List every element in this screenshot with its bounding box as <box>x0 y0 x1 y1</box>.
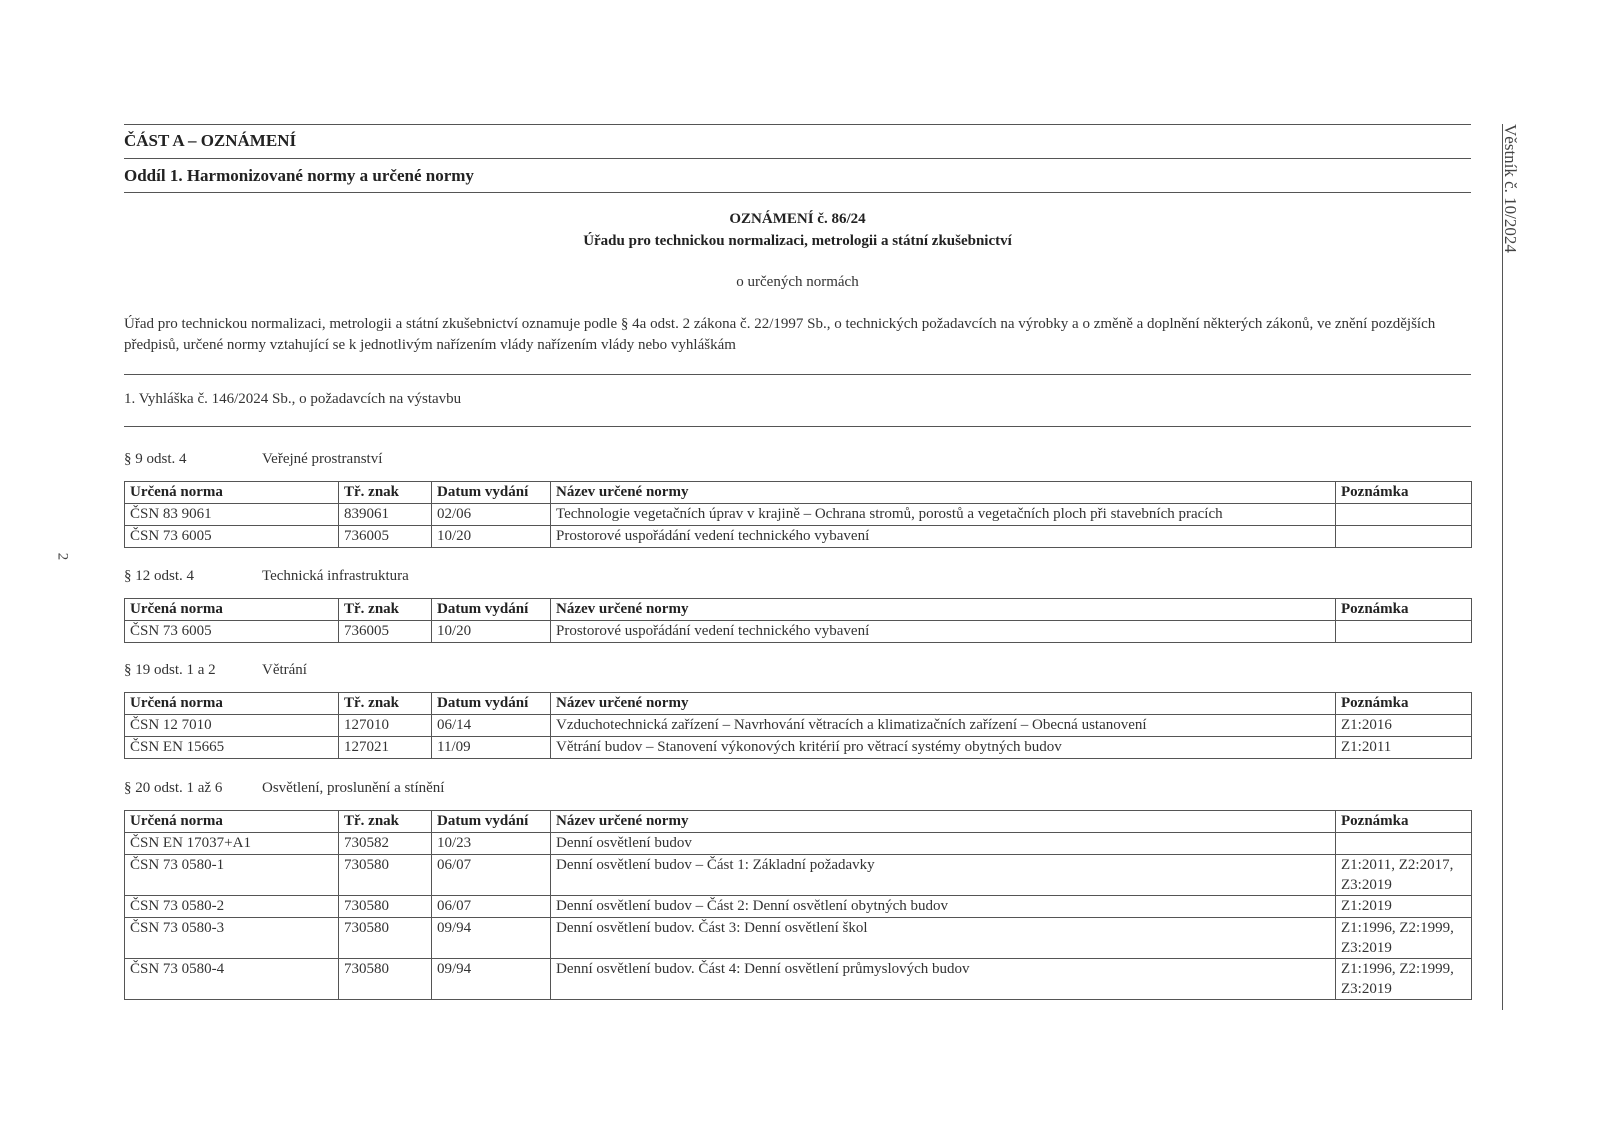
header-class-code: Tř. znak <box>339 482 432 504</box>
cell-title: Prostorové uspořádání vedení technického vybavení <box>551 621 1336 643</box>
table-row <box>125 959 1472 1000</box>
cell-note: Z1:2016 <box>1336 715 1472 737</box>
cell-issue-date: 10/20 <box>432 621 551 643</box>
cell-issue-date: 02/06 <box>432 504 551 526</box>
cell-title: Denní osvětlení budov. Část 4: Denní osvětlení průmyslových budov <box>551 959 1336 1000</box>
header-designated-norm: Určená norma <box>125 811 339 833</box>
cell-norm: ČSN 73 0580-1 <box>125 855 339 896</box>
cell-note: Z1:1996, Z2:1999, Z3:2019 <box>1336 918 1472 959</box>
table-header-row <box>125 693 1472 715</box>
header-norm-title: Název určené normy <box>551 811 1336 833</box>
cell-issue-date: 09/94 <box>432 918 551 959</box>
cell-note: Z1:1996, Z2:1999, Z3:2019 <box>1336 959 1472 1000</box>
header-class-code: Tř. znak <box>339 599 432 621</box>
cell-class-code: 736005 <box>339 526 432 548</box>
cell-title: Denní osvětlení budov – Část 2: Denní osvětlení obytných budov <box>551 896 1336 918</box>
cell-note: Z1:2019 <box>1336 896 1472 918</box>
table-header-row <box>125 482 1472 504</box>
table-row <box>125 504 1472 526</box>
cell-title: Denní osvětlení budov. Část 3: Denní osvětlení škol <box>551 918 1336 959</box>
table-row <box>125 737 1472 759</box>
header-class-code: Tř. znak <box>339 811 432 833</box>
cell-class-code: 730580 <box>339 918 432 959</box>
header-issue-date: Datum vydání <box>432 811 551 833</box>
cell-norm: ČSN 73 0580-4 <box>125 959 339 1000</box>
cell-class-code: 730580 <box>339 959 432 1000</box>
paragraph-name: Osvětlení, proslunění a stínění <box>262 780 445 796</box>
header-norm-title: Název určené normy <box>551 599 1336 621</box>
intro-paragraph: Úřad pro technickou normalizaci, metrologii a státní zkušebnictví oznamuje podle § 4a odst. 2 zákona č. 22/1997 Sb., o technických požadavcích na výrobky a o změně a doplnění některých zákonů, ve znění pozdějších předpisů, určené normy vztahující se k jednotlivým nařízením vlády nařízením vlády nebo vyhláškám <box>124 316 1436 353</box>
cell-note: Z1:2011, Z2:2017, Z3:2019 <box>1336 855 1472 896</box>
page-number: 2 <box>54 552 71 561</box>
norms-table <box>124 598 1472 643</box>
header-designated-norm: Určená norma <box>125 482 339 504</box>
cell-norm: ČSN EN 17037+A1 <box>125 833 339 855</box>
cell-title: Vzduchotechnická zařízení – Navrhování větracích a klimatizačních zařízení – Obecná ustanovení <box>551 715 1336 737</box>
header-note: Poznámka <box>1336 693 1472 715</box>
table-header-row <box>125 599 1472 621</box>
cell-class-code: 736005 <box>339 621 432 643</box>
notice-topic: o určených normách <box>736 274 859 290</box>
paragraph-name: Veřejné prostranství <box>262 451 383 467</box>
cell-note <box>1336 833 1472 855</box>
cell-class-code: 127010 <box>339 715 432 737</box>
top-rule <box>124 124 1471 125</box>
rule-under-part-title <box>124 158 1471 159</box>
cell-class-code: 730582 <box>339 833 432 855</box>
table-row <box>125 855 1472 896</box>
paragraph-ref: § 19 odst. 1 a 2 <box>124 662 216 678</box>
table-row <box>125 918 1472 959</box>
part-title: ČÁST A – OZNÁMENÍ <box>124 131 297 150</box>
header-note: Poznámka <box>1336 599 1472 621</box>
paragraph-name: Větrání <box>262 662 307 678</box>
cell-title: Denní osvětlení budov – Část 1: Základní požadavky <box>551 855 1336 896</box>
side-rule <box>1502 124 1503 1010</box>
table-row <box>125 715 1472 737</box>
cell-title: Technologie vegetačních úprav v krajině – Ochrana stromů, porostů a vegetačních ploch při stavebních pracích <box>551 504 1336 526</box>
cell-note <box>1336 621 1472 643</box>
cell-class-code: 730580 <box>339 855 432 896</box>
notice-number: OZNÁMENÍ č. 86/24 <box>729 211 866 227</box>
cell-issue-date: 09/94 <box>432 959 551 1000</box>
header-designated-norm: Určená norma <box>125 693 339 715</box>
cell-issue-date: 06/07 <box>432 855 551 896</box>
paragraph-ref: § 12 odst. 4 <box>124 568 195 584</box>
table-row <box>125 896 1472 918</box>
paragraph-name: Technická infrastruktura <box>262 568 409 584</box>
cell-norm: ČSN 73 0580-2 <box>125 896 339 918</box>
paragraph-ref: § 9 odst. 4 <box>124 451 187 467</box>
header-norm-title: Název určené normy <box>551 482 1336 504</box>
cell-class-code: 127021 <box>339 737 432 759</box>
cell-issue-date: 10/20 <box>432 526 551 548</box>
cell-title: Prostorové uspořádání vedení technického vybavení <box>551 526 1336 548</box>
cell-note <box>1336 526 1472 548</box>
cell-class-code: 730580 <box>339 896 432 918</box>
cell-norm: ČSN 73 0580-3 <box>125 918 339 959</box>
norms-table <box>124 810 1472 1000</box>
norms-table <box>124 692 1472 759</box>
section-title: Oddíl 1. Harmonizované normy a určené normy <box>124 166 474 185</box>
rule-under-section-title <box>124 192 1471 193</box>
header-issue-date: Datum vydání <box>432 693 551 715</box>
table-row <box>125 833 1472 855</box>
cell-issue-date: 06/07 <box>432 896 551 918</box>
cell-title: Denní osvětlení budov <box>551 833 1336 855</box>
cell-note: Z1:2011 <box>1336 737 1472 759</box>
rule-above-regulation <box>124 374 1471 375</box>
header-issue-date: Datum vydání <box>432 482 551 504</box>
notice-issuer: Úřadu pro technickou normalizaci, metrologii a státní zkušebnictví <box>583 233 1012 249</box>
cell-norm: ČSN 73 6005 <box>125 526 339 548</box>
paragraph-ref: § 20 odst. 1 až 6 <box>124 780 223 796</box>
cell-norm: ČSN EN 15665 <box>125 737 339 759</box>
table-header-row <box>125 811 1472 833</box>
rule-below-regulation <box>124 426 1471 427</box>
cell-issue-date: 11/09 <box>432 737 551 759</box>
regulation-title: 1. Vyhláška č. 146/2024 Sb., o požadavcích na výstavbu <box>124 391 462 407</box>
header-designated-norm: Určená norma <box>125 599 339 621</box>
cell-norm: ČSN 83 9061 <box>125 504 339 526</box>
journal-issue-label: Věstník č. 10/2024 <box>1501 124 1520 253</box>
cell-class-code: 839061 <box>339 504 432 526</box>
cell-title: Větrání budov – Stanovení výkonových kritérií pro větrací systémy obytných budov <box>551 737 1336 759</box>
header-issue-date: Datum vydání <box>432 599 551 621</box>
table-row <box>125 621 1472 643</box>
header-note: Poznámka <box>1336 482 1472 504</box>
table-row <box>125 526 1472 548</box>
cell-norm: ČSN 12 7010 <box>125 715 339 737</box>
header-class-code: Tř. znak <box>339 693 432 715</box>
header-note: Poznámka <box>1336 811 1472 833</box>
cell-issue-date: 10/23 <box>432 833 551 855</box>
header-norm-title: Název určené normy <box>551 693 1336 715</box>
cell-note <box>1336 504 1472 526</box>
norms-table <box>124 481 1472 548</box>
cell-issue-date: 06/14 <box>432 715 551 737</box>
cell-norm: ČSN 73 6005 <box>125 621 339 643</box>
